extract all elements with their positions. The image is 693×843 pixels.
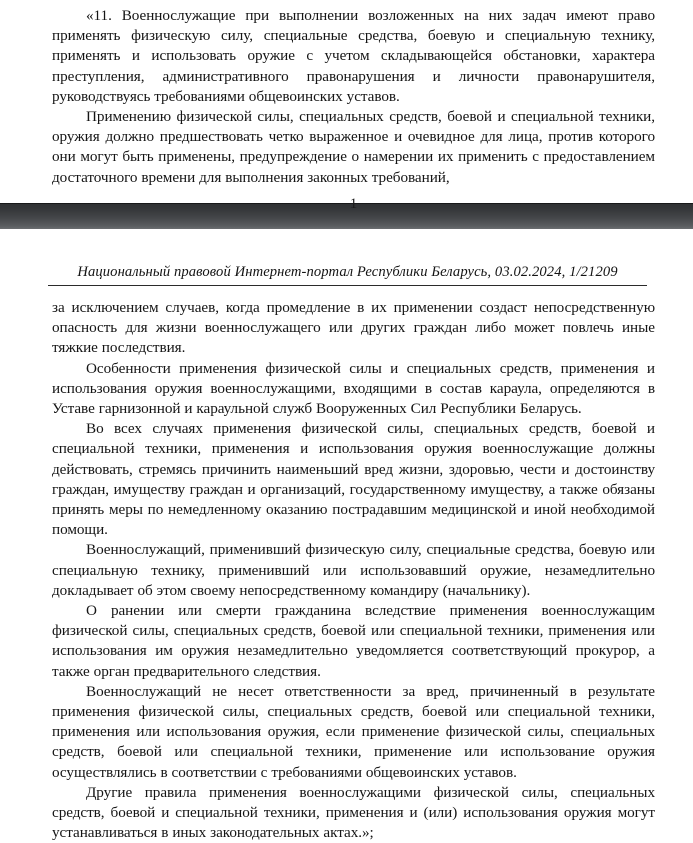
paragraph: Особенности применения физической силы и специальных средств, применения и использования оружия военнослужащими, входящими в состав караула, определяются в Уставе гарнизонной и караульной служб Вооруженных Сил Республики Беларусь. — [52, 359, 655, 418]
paragraph: за исключением случаев, когда промедление в их применении создаст непосредственную опасность для жизни военнослужащего или других граждан либо может повлечь иные тяжкие последствия. — [52, 299, 655, 357]
paragraph: Применению физической силы, специальных средств, боевой и специальной техники, оружия должно предшествовать четко выраженное и очевидное для лица, против которого они могут быть применены, предупреждение о намерении их применить с предоставлением достаточного времени для выполнения законных требований, — [52, 108, 655, 186]
document-page-one — [0, 0, 693, 212]
paragraph: «11. Военнослужащие при выполнении возложенных на них задач имеют право применять физическую силу, специальные средства, боевую и специальную технику, применять и использовать оружие с учетом складывающейся обстановки, характера преступления, административного правонарушения и личности правонарушителя, руководствуясь требованиями общевоинских уставов. — [52, 7, 655, 105]
paragraph: Во всех случаях применения физической силы, специальных средств, боевой и специальной техники, применения и использования оружия военнослужащие должны действовать, стремясь причинить наименьший вред жизни, здоровью, чести и достоинству граждан, имуществу граждан и организаций, государственному имуществу, а также обязаны принять меры по немедленному оказанию пострадавшим медицинской и иной необходимой помощи. — [52, 420, 655, 539]
paragraph: Другие правила применения военнослужащими физической силы, специальных средств, боевой и специальной техники, применения и (или) использования оружия могут устанавливаться в иных законодательных актах.»; — [52, 783, 655, 842]
paragraph: Военнослужащий, применивший физическую силу, специальные средства, боевую или специальную технику, применивший или использовавший оружие, незамедлительно докладывает об этом своему непосредственному командиру (начальнику). — [52, 541, 655, 599]
page-number: 1 — [349, 195, 358, 212]
page-two-body — [52, 298, 655, 843]
paragraph: Военнослужащий не несет ответственности за вред, причиненный в результате применения физической силы, специальных средств, боевой или специальной техники, применения или использования оружия, если применение физической силы, специальных средств, боевой или специальной техники, применение или использование оружия осуществлялись в соответствии с требованиями общевоинских уставов. — [52, 682, 655, 781]
running-header: Национальный правовой Интернет-портал Республики Беларусь, 03.02.2024, 1/21209 — [48, 263, 647, 286]
paragraph: О ранении или смерти гражданина вследствие применения военнослужащим физической силы, специальных средств, боевой или специальной техники, применения или использования им оружия незамедлительно уведомляется соответствующий прокурор, а также орган предварительного следствия. — [52, 602, 655, 680]
document-page-two — [0, 229, 693, 843]
